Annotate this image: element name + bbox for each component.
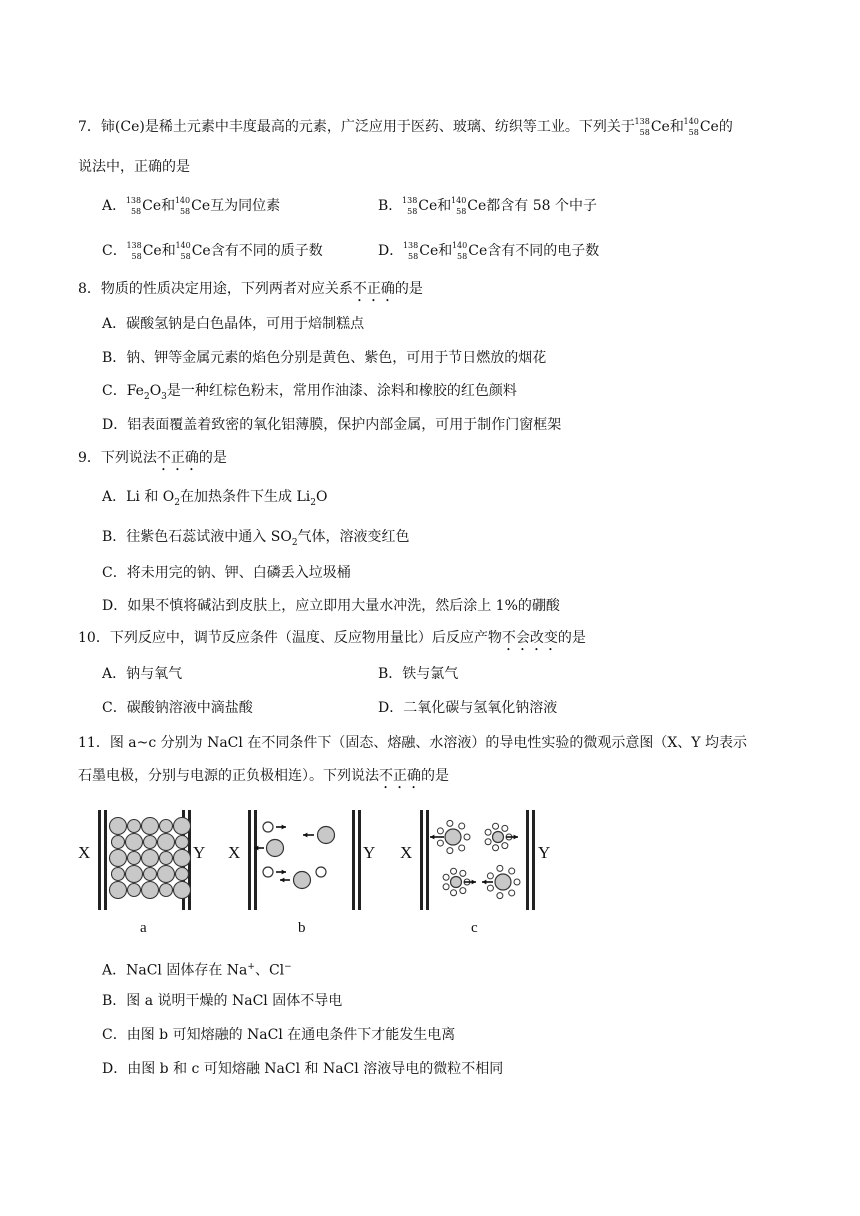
caption-c: c — [471, 920, 478, 936]
q8-option-c: C．$Fe_2O_3$是一种红棕色粉末，常用作油漆、涂料和橡胶的红色颜料 — [102, 383, 517, 402]
q11-option-d: D．由图 b 和 c 可知熔融 NaCl 和 NaCl 溶液导电的微粒不相同 — [102, 1061, 504, 1077]
arrow-head — [282, 870, 286, 875]
sodium-ion — [128, 852, 141, 865]
chloride-ion — [126, 834, 143, 851]
chloride-ion — [110, 818, 127, 835]
sodium-ion — [176, 868, 189, 881]
arrow-head — [482, 880, 486, 885]
q7-option-a: A． 138 58 Ce和 140 58 Ce互为同位素 — [102, 196, 281, 216]
water-molecule — [509, 868, 515, 874]
caption-a: a — [140, 920, 147, 936]
chloride-ion — [174, 818, 191, 835]
arrow-head — [514, 835, 518, 840]
water-molecule — [459, 823, 465, 829]
water-molecule — [447, 820, 453, 826]
arrow-head — [303, 833, 307, 838]
chloride-ion — [495, 874, 511, 890]
q8-option-a: A．碳酸氢钠是白色晶体，可用于焙制糕点 — [102, 316, 365, 332]
water-molecule — [497, 865, 503, 871]
water-molecule — [485, 829, 491, 835]
sodium-ion — [160, 852, 173, 865]
sodium-ion — [263, 867, 273, 877]
panel-c-solution — [400, 810, 550, 936]
electrode-y-bar — [526, 810, 529, 910]
water-molecule — [437, 828, 443, 834]
water-molecule — [493, 823, 499, 829]
sodium-ion — [316, 867, 326, 877]
isotope-notation: 140 58 — [683, 117, 699, 137]
panel-b-molten — [228, 810, 375, 936]
sodium-ion — [112, 868, 125, 881]
water-molecule — [464, 834, 470, 840]
q9-stem: 9．下列说法不正确的是 — [78, 450, 227, 466]
sodium-ion — [176, 836, 189, 849]
arrow-head — [430, 835, 434, 840]
water-molecule — [509, 890, 515, 896]
q9-option-c: C．将未用完的钠、钾、白磷丢入垃圾桶 — [102, 565, 351, 581]
q11-option-c: C．由图 b 可知熔融的 NaCl 在通电条件下才能发生电离 — [102, 1027, 456, 1043]
water-molecule — [487, 885, 493, 891]
q10-option-a: A．钠与氧气 — [102, 666, 183, 682]
water-molecule — [485, 839, 491, 845]
chloride-ion — [267, 840, 284, 857]
water-molecule — [447, 848, 453, 854]
nacl-conductivity-figure — [78, 800, 558, 945]
sodium-ion — [493, 832, 504, 843]
electrode-y-bar — [532, 810, 535, 910]
q8-option-b: B．钠、钾等金属元素的焰色分别是黄色、紫色，可用于节日燃放的烟花 — [102, 350, 547, 366]
water-molecule — [451, 890, 457, 896]
q9-option-d: D．如果不慎将碱沾到皮肤上，应立即用大量水冲洗，然后涂上 1%的硼酸 — [102, 598, 560, 614]
water-molecule — [460, 870, 466, 876]
sodium-ion — [128, 884, 141, 897]
electrode-y-bar — [358, 810, 361, 910]
chloride-ion — [142, 818, 159, 835]
sodium-ion — [160, 820, 173, 833]
water-molecule — [497, 893, 503, 899]
caption-b: b — [298, 920, 306, 936]
water-molecule — [443, 884, 449, 890]
water-molecule — [451, 868, 457, 874]
electrode-x-bar — [248, 810, 251, 910]
q10-option-d: D．二氧化碳与氢氧化钠溶液 — [378, 700, 558, 716]
q11-option-b: B．图 a 说明干燥的 NaCl 固体不导电 — [102, 993, 343, 1009]
q7-stem-line1: 7．铈(Ce)是稀土元素中丰度最高的元素，广泛应用于医药、玻璃、纺织等工业。下列关于 138 58 Ce和 140 58 Ce的 — [78, 117, 733, 137]
q10-option-c: C．碳酸钠溶液中滴盐酸 — [102, 700, 253, 716]
sodium-ion — [128, 820, 141, 833]
electrode-x-label: X — [228, 843, 241, 862]
electrode-y-bar — [352, 810, 355, 910]
electrode-y-label: Y — [193, 843, 206, 862]
water-molecule — [443, 874, 449, 880]
q7-option-b: B． 138 58 Ce和 140 58 Ce都含有 58 个中子 — [378, 196, 598, 216]
water-molecule — [487, 873, 493, 879]
electrode-x-bar — [104, 810, 107, 910]
chloride-ion — [158, 866, 175, 883]
q10-stem: 10．下列反应中，调节反应条件（温度、反应物用量比）后反应产物不会改变的是 — [78, 630, 586, 646]
q10-option-b: B．铁与氯气 — [378, 666, 459, 682]
q11-stem-line2: 石墨电极，分别与电源的正负极相连）。下列说法不正确的是 — [78, 768, 449, 784]
q7-option-d: D． 138 58 Ce和 140 58 Ce含有不同的电子数 — [378, 241, 600, 261]
chloride-ion — [158, 834, 175, 851]
electrode-x-bar — [426, 810, 429, 910]
arrow-head — [280, 878, 284, 883]
electrode-x-label: X — [400, 843, 413, 862]
arrow-head — [282, 825, 286, 830]
panel-a-solid — [78, 810, 205, 936]
sodium-ion — [144, 868, 157, 881]
arrow-head — [472, 880, 476, 885]
water-molecule — [493, 845, 499, 851]
water-molecule — [460, 888, 466, 894]
q9-option-a: A．Li 和 $O_2$在加热条件下生成 $Li_2O$ — [102, 489, 328, 508]
sodium-ion — [160, 884, 173, 897]
chloride-ion — [110, 850, 127, 867]
q7-option-c: C． 138 58 Ce和 140 58 Ce含有不同的质子数 — [102, 241, 323, 261]
chloride-ion — [142, 882, 159, 899]
q8-stem: 8．物质的性质决定用途，下列两者对应关系不正确的是 — [78, 281, 423, 297]
chloride-ion — [126, 866, 143, 883]
sodium-ion — [112, 836, 125, 849]
water-molecule — [437, 840, 443, 846]
q11-stem-line1: 11．图 a~c 分别为 NaCl 在不同条件下（固态、熔融、水溶液）的导电性实验的微观示意图（X、Y 均表示 — [78, 735, 747, 751]
q11-option-a: A．NaCl 固体存在 Na+、Cl− — [102, 962, 292, 979]
water-molecule — [502, 843, 508, 849]
electrode-x-label: X — [78, 843, 91, 862]
chloride-ion — [174, 850, 191, 867]
sodium-ion — [144, 836, 157, 849]
electrode-x-bar — [98, 810, 101, 910]
water-molecule — [459, 845, 465, 851]
chloride-ion — [174, 882, 191, 899]
sodium-ion — [451, 877, 462, 888]
sodium-ion — [263, 822, 273, 832]
electrode-y-label: Y — [538, 843, 551, 862]
electrode-y-label: Y — [363, 843, 376, 862]
q7-stem-line2: 说法中，正确的是 — [78, 159, 190, 175]
q9-option-b: B．往紫色石蕊试液中通入 $SO_2$气体，溶液变红色 — [102, 529, 410, 548]
chloride-ion — [142, 850, 159, 867]
isotope-notation: 138 58 — [634, 117, 650, 137]
electrode-x-bar — [420, 810, 423, 910]
electrode-x-bar — [254, 810, 257, 910]
water-molecule — [502, 825, 508, 831]
water-molecule — [514, 879, 520, 885]
chloride-ion — [445, 829, 461, 845]
chloride-ion — [110, 882, 127, 899]
q8-option-d: D．铝表面覆盖着致密的氧化铝薄膜，保护内部金属，可用于制作门窗框架 — [102, 417, 562, 433]
chloride-ion — [294, 872, 311, 889]
chloride-ion — [318, 827, 335, 844]
